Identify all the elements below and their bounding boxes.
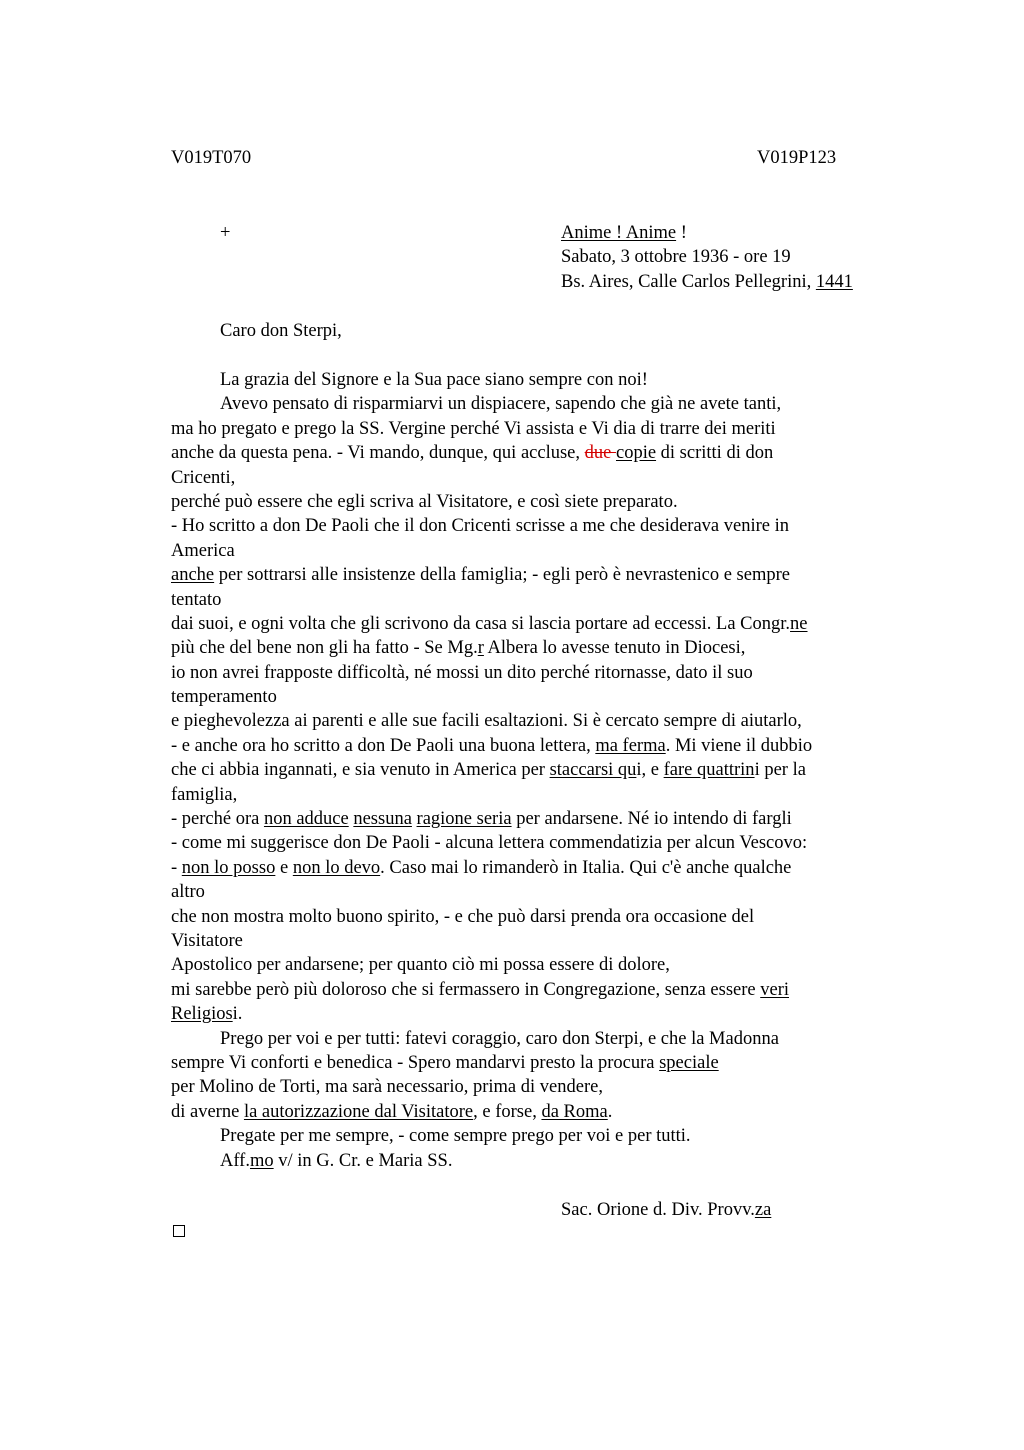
salutation: Caro don Sterpi,: [220, 321, 342, 341]
end-square-icon: [173, 1225, 185, 1237]
body-line: Pregate per me sempre, - come sempre prego per voi e per tutti.: [220, 1126, 691, 1147]
body-line: [171, 807, 891, 831]
underlined-word: fare quattrin: [663, 760, 755, 781]
underlined-word: r: [477, 638, 484, 659]
address-number: 1441: [815, 271, 853, 292]
body-line: [171, 758, 891, 782]
text-segment: sempre Vi conforti e benedica - Spero mandarvi presto la procura: [171, 1052, 660, 1073]
body-line: Visitatore: [171, 930, 243, 951]
underlined-word: mo: [249, 1150, 274, 1171]
underlined-word: nessuna: [353, 809, 412, 830]
struck-word: due: [584, 443, 616, 464]
body-line: ma ho pregato e prego la SS. Vergine perché Vi assista e Vi dia di trarre dei meriti: [171, 418, 776, 439]
text-segment: per sottrarsi alle insistenze della famiglia; - egli però è nevrastenico e sempre: [214, 565, 790, 586]
text-segment: Aff.: [220, 1150, 250, 1171]
underlined-word: ne: [790, 613, 808, 634]
text-segment: di averne: [171, 1101, 244, 1122]
body-line: tentato: [171, 589, 222, 610]
text-segment: Albera lo avesse tenuto in Diocesi,: [483, 638, 746, 659]
body-line: [171, 612, 891, 636]
underlined-word: veri: [760, 979, 789, 1000]
text-segment: più che del bene non gli ha fatto - Se Mg.: [171, 638, 478, 659]
underlined-word: copie: [615, 443, 657, 464]
underlined-word: Religios: [171, 1004, 233, 1025]
body-line: io non avrei frapposte difficoltà, né mossi un dito perché ritornasse, dato il suo: [171, 662, 753, 683]
cross-mark: +: [220, 223, 231, 243]
body-line: [171, 636, 891, 660]
heading-address: [561, 270, 853, 294]
heading-motto: [561, 221, 853, 245]
underlined-word: la autorizzazione dal Visitatore: [243, 1101, 474, 1122]
underlined-word: staccarsi qu: [549, 760, 637, 781]
text-segment: mi sarebbe però più doloroso che si fermassero in Congregazione, senza essere: [171, 979, 761, 1000]
text-segment: dai suoi, e ogni volta che gli scrivono da casa si lascia portare ad eccessi. La Congr.: [171, 613, 791, 634]
underlined-word: anche: [171, 565, 215, 586]
body-line: Avevo pensato di risparmiarvi un dispiacere, sapendo che già ne avete tanti,: [220, 394, 782, 415]
text-segment: i.: [232, 1004, 243, 1025]
text-segment: i, e: [636, 760, 664, 781]
body-line: America: [171, 540, 235, 561]
underlined-word: non lo devo: [292, 857, 381, 878]
underlined-word: speciale: [659, 1052, 719, 1073]
underlined-word: ragione seria: [416, 809, 512, 830]
text-segment: - e anche ora ho scritto a don De Paoli una buona lettera,: [171, 735, 596, 756]
document-code-right: V019P123: [757, 148, 837, 168]
body-line: altro: [171, 882, 205, 903]
body-line: La grazia del Signore e la Sua pace siano sempre con noi!: [220, 370, 648, 390]
heading-date: Sabato, 3 ottobre 1936 - ore 19: [561, 247, 791, 268]
body-line: [171, 734, 891, 758]
underlined-word: non adduce: [263, 809, 349, 830]
text-segment: per andarsene. Né io intendo di fargli: [511, 809, 792, 830]
text-segment: . Caso mai lo rimanderò in Italia. Qui c'è anche qualche: [380, 857, 792, 878]
text-segment: di scritti di don: [656, 443, 774, 464]
underlined-word: da Roma: [541, 1101, 608, 1122]
underlined-word: non lo posso: [181, 857, 276, 878]
body-line: temperamento: [171, 687, 277, 708]
body-line: Cricenti,: [171, 467, 236, 488]
address-text: Bs. Aires, Calle Carlos Pellegrini,: [561, 271, 816, 292]
text-segment: . Mi viene il dubbio: [665, 735, 813, 756]
body-line: per Molino de Torti, ma sarà necessario, prima di vendere,: [171, 1077, 603, 1098]
text-segment: , e forse,: [473, 1101, 542, 1122]
body-line: [171, 1002, 891, 1026]
body-line: che non mostra molto buono spirito, - e che può darsi prenda ora occasione del: [171, 906, 755, 927]
document-code-left: V019T070: [171, 148, 252, 168]
body-line: [171, 978, 891, 1002]
text-segment: v/ in G. Cr. e Maria SS.: [273, 1150, 453, 1171]
text-segment: i per la: [754, 760, 806, 781]
text-segment: -: [171, 857, 182, 878]
body-line: [171, 563, 891, 587]
underlined-word: ma ferma: [595, 735, 666, 756]
body-line: [171, 856, 891, 880]
text-segment: - perché ora: [171, 809, 264, 830]
body-line: [171, 1149, 891, 1173]
text-segment: .: [607, 1101, 613, 1122]
signature: [561, 1198, 771, 1222]
letter-heading: [561, 221, 853, 294]
body-line: [171, 1051, 891, 1075]
signature-suffix: za: [754, 1200, 772, 1220]
body-line: [171, 441, 891, 465]
motto-underlined: Anime ! Anime: [561, 223, 677, 243]
body-line: Prego per voi e per tutti: fatevi coraggio, caro don Sterpi, e che la Madonna: [220, 1028, 779, 1049]
body-line: - Ho scritto a don De Paoli che il don Cricenti scrisse a me che desiderava venire in: [171, 516, 790, 537]
text-segment: e: [275, 857, 293, 878]
body-line: [171, 1100, 891, 1124]
letter-body: [171, 368, 891, 1173]
body-line: Apostolico per andarsene; per quanto ciò mi possa essere di dolore,: [171, 955, 670, 976]
signature-text: Sac. Orione d. Div. Provv.: [561, 1200, 755, 1220]
body-line: famiglia,: [171, 784, 238, 805]
text-segment: anche da questa pena. - Vi mando, dunque, qui accluse,: [171, 443, 585, 464]
body-line: perché può essere che egli scriva al Visitatore, e così siete preparato.: [171, 491, 678, 512]
motto-end: !: [676, 223, 687, 243]
body-line: e pieghevolezza ai parenti e alle sue facili esaltazioni. Si è cercato sempre di aiutarlo,: [171, 711, 802, 732]
text-segment: che ci abbia ingannati, e sia venuto in America per: [171, 760, 550, 781]
body-line: - come mi suggerisce don De Paoli - alcuna lettera commendatizia per alcun Vescovo:: [171, 833, 808, 854]
